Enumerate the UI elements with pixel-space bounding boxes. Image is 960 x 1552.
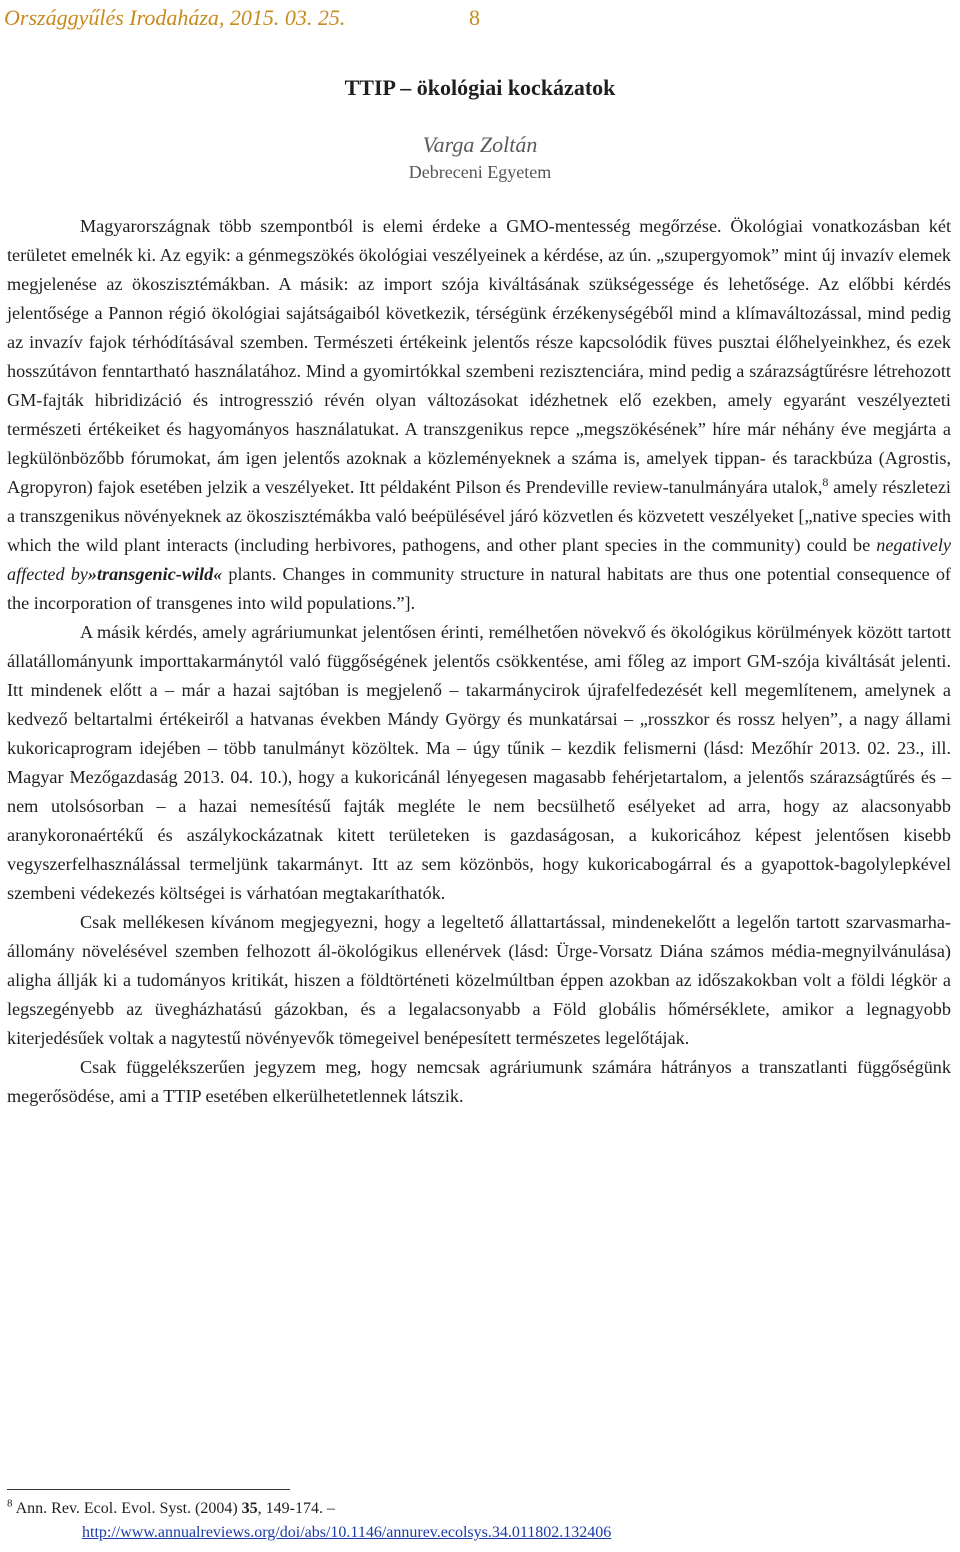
- author-affiliation: Debreceni Egyetem: [408, 162, 552, 182]
- footnote-mark: 8: [7, 1497, 13, 1510]
- article-body: [7, 212, 951, 1111]
- paragraph-1-end: plants. Changes in community structure in natural habitats are thus one potential consequence of the incorporation of transgenes into wild populations.”].: [7, 564, 951, 613]
- paragraph-1-quote: amely részletezi a transzgenikus növényeknek az ökoszisztémákba való beépülésével járó közvetlen és közvetett veszélyeket [„native species with which the wild plant interacts (including herbivores, pathogens, and other plant species in the community) could be: [7, 477, 951, 555]
- footnote-reference[interactable]: 8: [822, 474, 829, 489]
- footnote: [7, 1497, 951, 1545]
- paragraph-1-bold-emphasis: »transgenic-wild«: [87, 564, 223, 584]
- paragraph-1-emphasis: negatively affected by: [7, 535, 951, 584]
- footnote-pages: , 149-174. –: [257, 1500, 335, 1517]
- paragraph-2: A másik kérdés, amely agráriumunkat jelentősen érinti, remélhetően növekvő és ökológikus körülmények között tartott állatállományunk importtakarmánytól való függőségének jelentős csökkentése, ami főleg az import GM-szója kiváltását jelenti. Itt mindenek előtt a – már a hazai sajtóban is megjelenő – takarmánycirok újrafelfedezését kell megemlítenem, amelynek a kedvező beltartalmi értékeiről a hatvanas években Mándy György és munkatársai – „rosszkor és rossz helyen”, a nagy állami kukoricaprogram idejében – több tanulmányt közöltek. Ma – úgy tűnik – kezdik felismerni (lásd: Mezőhír 2013. 02. 23., ill. Magyar Mezőgazdaság 2013. 04. 10.), hogy a kukoricánál lényegesen magasabb fehérjetartalom, a jelentős szárazságtűrés és – nem utolsósorban – a hazai nemesítésű fajták megléte le nem becsülhető esélyeket ad arra, hogy az alacsonyabb aranykoronaértékű és aszálykockázatnak kitett területeken is gazdaságosan, a kukoricához képest jelentősen kisebb vegyszerfelhasználással termeljünk takarmányt. Itt az sem közönbös, hogy kukoricabogárral és a gyapottok-bagolylepkével szembeni védekezés költségei is várhatóan megtakaríthatók.: [7, 622, 951, 903]
- footnote-divider: [7, 1489, 290, 1490]
- paragraph-1: [7, 212, 951, 618]
- paragraph-3: Csak mellékesen kívánom megjegyezni, hogy a legeltető állattartással, mindenekelőtt a legelőn tartott szarvasmarha-állomány növelésével szemben felhozott ál-ökológikus ellenérvek (lásd: Ürge-Vorsatz Diána számos média-megnyilvánulása) aligha állják ki a tudományos kritikát, hiszen a földtörténeti közelmúltban éppen azokban az időszakokban volt a földi légkör a legszegényebb az üvegházhatású gázokban, és a legalacsonyabb a Föld globális hőmérséklete, amikor a legnagyobb kiterjedésűek voltak a nagytestű növényevők tömegeivel benépesített természetes legelőtájak.: [7, 912, 951, 1048]
- footnote-volume: 35: [241, 1500, 258, 1517]
- paragraph-1-text: Magyarországnak több szempontból is elemi érdeke a GMO-mentesség megőrzése. Ökológiai vonatkozásban két területet emelnék ki. Az egyik: a génmegszökés ökológiai veszélyeinek a kérdése, az ún. „szupergyomok” mint új invazív elemek megjelenése az ökoszisztémákban. A másik: az import szója kiváltásának szükségessége és lehetősége. Az előbbi kérdés jelentősége a Pannon régió ökológiai sajátságaiból következik, térségünk érzékenységéből mind a klímaváltozással, mind pedig az invazív fajok térhódításával szemben. Természeti értékeink jelentős része kapcsolódik füves pusztai élőhelyeinkhez, és ezek hosszútávon fenntartható használatához. Mind a gyomirtókkal szembeni rezisztenciára, mind pedig a szárazságtűrésre létrehozott GM-fajták hibridizáció és introgresszió révén olyan változásokat idézhetnek elő ezekben, amely egyaránt veszélyezteti természeti értékeiket és hagyományos használatukat. A transzgenikus repce „megszökésének” híre már néhány éve megjárta a legkülönbözőbb fórumokat, ám igen jelentős azoknak a közleményeknek a száma is, amelyek tippan- és tarackbúza (Agrostis, Agropyron) fajok esetében jelzik a veszélyeket. Itt példaként Pilson és Prendeville review-tanulmányára utalok,: [7, 216, 951, 497]
- footnote-citation: Ann. Rev. Ecol. Evol. Syst. (2004): [12, 1500, 242, 1517]
- author-name: Varga Zoltán: [422, 132, 538, 157]
- running-header: Országgyűlés Irodaháza, 2015. 03. 25.: [4, 5, 346, 30]
- paragraph-4: Csak függelékszerűen jegyzem meg, hogy nemcsak agráriumunk számára hátrányos a transzatlanti függőségünk megerősödése, ami a TTIP esetében elkerülhetetlennek látszik.: [7, 1057, 951, 1106]
- footnote-link[interactable]: http://www.annualreviews.org/doi/abs/10.1146/annurev.ecolsys.34.011802.132406: [82, 1524, 612, 1541]
- page-number: 8: [469, 5, 480, 30]
- article-title: TTIP – ökológiai kockázatok: [344, 75, 616, 100]
